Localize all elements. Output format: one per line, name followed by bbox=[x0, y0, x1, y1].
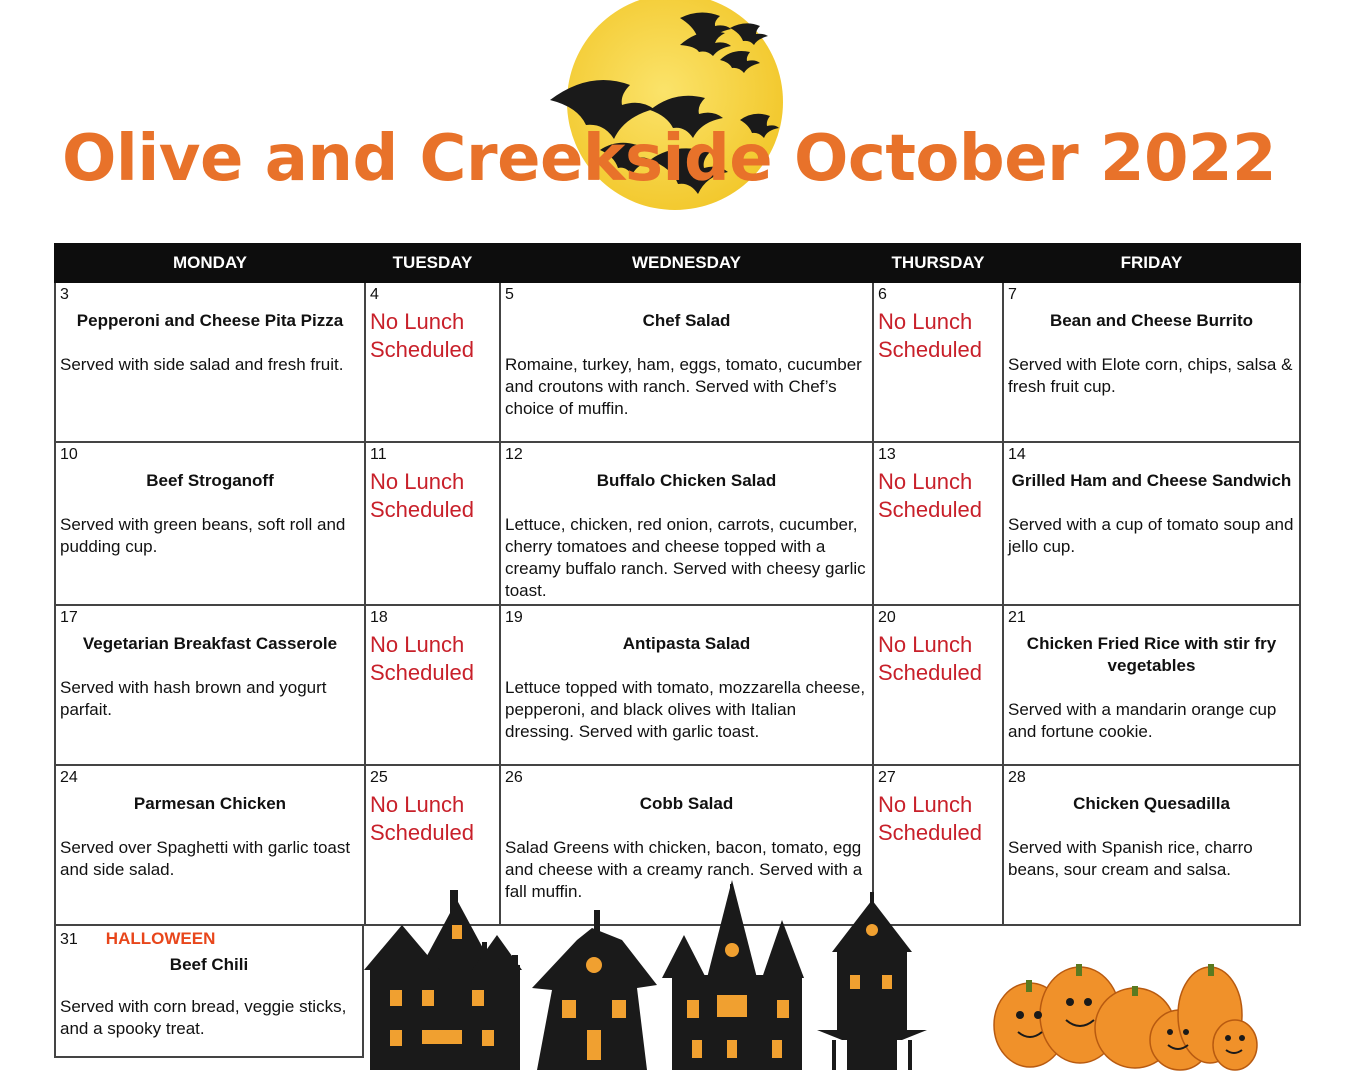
day-cell bbox=[55, 605, 365, 765]
meal-name: Cobb Salad bbox=[639, 794, 734, 813]
meal-description: Served with hash brown and yogurt parfait. bbox=[60, 678, 327, 719]
meal-description: Served with green beans, soft roll and pudding cup. bbox=[60, 515, 346, 556]
meal-description: Served with side salad and fresh fruit. bbox=[60, 355, 344, 374]
day-cell bbox=[500, 282, 873, 442]
day-cell bbox=[55, 282, 365, 442]
day-cell bbox=[500, 605, 873, 765]
weekday-header: TUESDAY bbox=[365, 244, 500, 282]
no-lunch-notice: No Lunch Scheduled bbox=[370, 632, 474, 685]
pumpkin-icon bbox=[1213, 1020, 1257, 1070]
day-cell bbox=[55, 765, 365, 925]
day-cell bbox=[873, 605, 1003, 765]
day-cell bbox=[1003, 605, 1300, 765]
no-lunch-notice: No Lunch Scheduled bbox=[370, 792, 474, 845]
day-number: 24 bbox=[60, 769, 78, 786]
day-number: 11 bbox=[370, 446, 387, 463]
day-cell bbox=[873, 442, 1003, 605]
meal-name: Pepperoni and Cheese Pita Pizza bbox=[76, 311, 344, 330]
lunch-calendar bbox=[54, 243, 1301, 926]
meal-name: Chicken Fried Rice with stir fry vegetables bbox=[1026, 634, 1277, 675]
meal-description: Lettuce, chicken, red onion, carrots, cucumber, cherry tomatoes and cheese topped with a creamy buffalo ranch. Served with cheesy garlic toast. bbox=[505, 515, 866, 600]
day-number: 13 bbox=[878, 446, 896, 463]
day-cell bbox=[500, 442, 873, 605]
halloween-label: HALLOWEEN bbox=[105, 929, 216, 948]
meal-description: Romaine, turkey, ham, eggs, tomato, cucumber and croutons with ranch. Served with Chef’s choice of muffin. bbox=[505, 355, 862, 418]
meal-name: Vegetarian Breakfast Casserole bbox=[82, 634, 338, 653]
meal-description: Served with a mandarin orange cup and fortune cookie. bbox=[1008, 700, 1277, 741]
page-title: Olive and Creekside October 2022 bbox=[62, 122, 1277, 196]
week-row bbox=[55, 282, 1300, 442]
no-lunch-notice: No Lunch Scheduled bbox=[878, 469, 982, 522]
day-number: 5 bbox=[505, 286, 514, 303]
meal-name: Chef Salad bbox=[642, 311, 731, 330]
meal-description: Salad Greens with chicken, bacon, tomato, egg and cheese with a creamy ranch. Served with a fall muffin. bbox=[505, 838, 863, 901]
meal-name: Beef Stroganoff bbox=[146, 471, 274, 490]
week-row bbox=[55, 605, 1300, 765]
day-cell bbox=[365, 282, 500, 442]
day-number: 28 bbox=[1008, 769, 1026, 786]
day-cell bbox=[1003, 442, 1300, 605]
day-number: 12 bbox=[505, 446, 523, 463]
meal-name: Bean and Cheese Burrito bbox=[1049, 311, 1254, 330]
meal-description: Served with corn bread, veggie sticks, and a spooky treat. bbox=[60, 997, 347, 1038]
day-number: 18 bbox=[370, 609, 388, 626]
weekday-header-row bbox=[55, 244, 1300, 282]
meal-description: Served with Elote corn, chips, salsa & fresh fruit cup. bbox=[1008, 355, 1293, 396]
day-cell-halloween bbox=[54, 924, 364, 1058]
meal-name: Chicken Quesadilla bbox=[1073, 794, 1230, 813]
meal-name: Buffalo Chicken Salad bbox=[596, 471, 777, 490]
meal-description: Served over Spaghetti with garlic toast and side salad. bbox=[60, 838, 351, 879]
meal-name: Parmesan Chicken bbox=[133, 794, 287, 813]
day-number: 19 bbox=[505, 609, 523, 626]
pumpkins-illustration bbox=[990, 950, 1265, 1075]
no-lunch-notice: No Lunch Scheduled bbox=[370, 309, 474, 362]
weekday-header: MONDAY bbox=[55, 244, 365, 282]
day-cell bbox=[365, 605, 500, 765]
day-number: 14 bbox=[1008, 446, 1026, 463]
day-number: 25 bbox=[370, 769, 388, 786]
haunted-house-icon bbox=[817, 892, 927, 1070]
day-number: 10 bbox=[60, 446, 78, 463]
no-lunch-notice: No Lunch Scheduled bbox=[878, 792, 982, 845]
no-lunch-notice: No Lunch Scheduled bbox=[878, 632, 982, 685]
day-number: 27 bbox=[878, 769, 896, 786]
weekday-header: FRIDAY bbox=[1003, 244, 1300, 282]
day-cell bbox=[873, 282, 1003, 442]
day-cell bbox=[365, 442, 500, 605]
day-number: 21 bbox=[1008, 609, 1026, 626]
day-number: 31 bbox=[60, 931, 78, 948]
day-number: 20 bbox=[878, 609, 896, 626]
day-number: 26 bbox=[505, 769, 523, 786]
day-number: 4 bbox=[370, 286, 379, 303]
day-cell bbox=[55, 442, 365, 605]
no-lunch-notice: No Lunch Scheduled bbox=[878, 309, 982, 362]
meal-description: Served with Spanish rice, charro beans, sour cream and salsa. bbox=[1008, 838, 1253, 879]
haunted-houses-illustration bbox=[362, 880, 1002, 1075]
meal-name: Antipasta Salad bbox=[622, 634, 751, 653]
weekday-header: WEDNESDAY bbox=[500, 244, 873, 282]
day-number: 17 bbox=[60, 609, 78, 626]
day-number: 7 bbox=[1008, 286, 1017, 303]
meal-description: Served with a cup of tomato soup and jello cup. bbox=[1008, 515, 1294, 556]
meal-description: Lettuce topped with tomato, mozzarella cheese, pepperoni, and black olives with Italian dressing. Served with garlic toast. bbox=[505, 678, 866, 741]
day-cell bbox=[1003, 282, 1300, 442]
meal-name: Beef Chili bbox=[169, 955, 249, 974]
day-number: 6 bbox=[878, 286, 887, 303]
day-cell bbox=[1003, 765, 1300, 925]
meal-name: Grilled Ham and Cheese Sandwich bbox=[1011, 471, 1292, 490]
week-row bbox=[55, 442, 1300, 605]
no-lunch-notice: No Lunch Scheduled bbox=[370, 469, 474, 522]
day-number: 3 bbox=[60, 286, 69, 303]
weekday-header: THURSDAY bbox=[873, 244, 1003, 282]
